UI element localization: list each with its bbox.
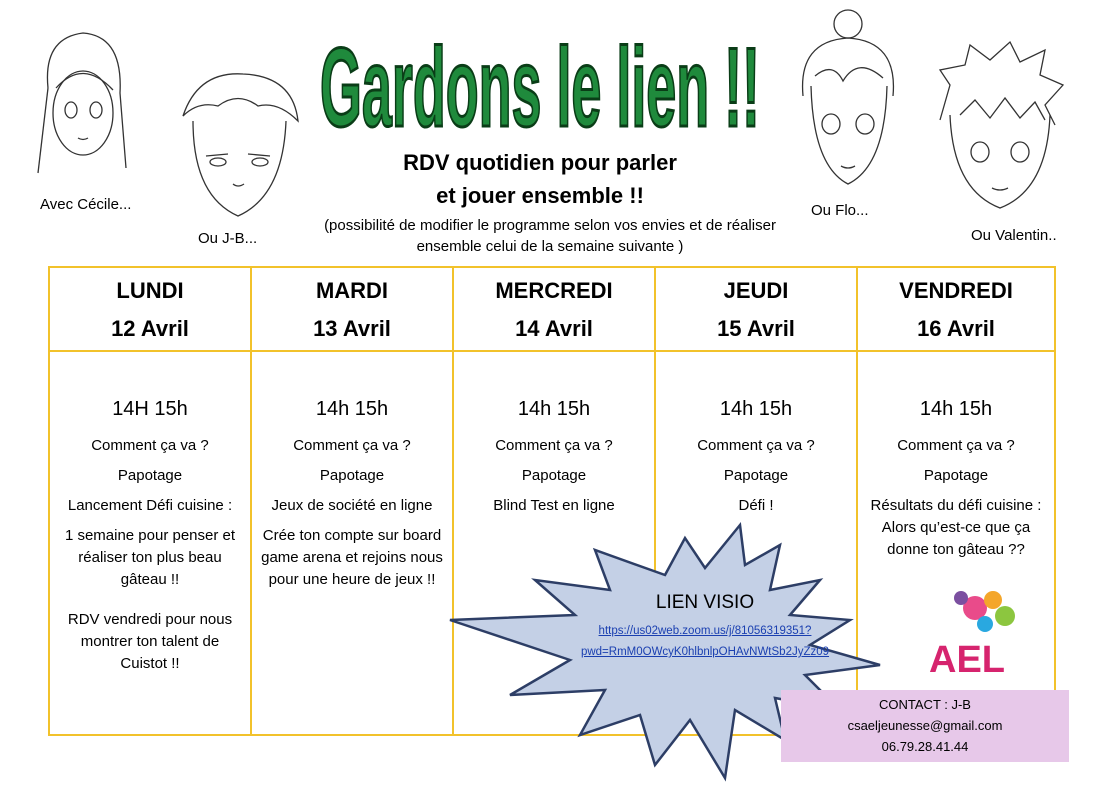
girl-bun-drawing-icon bbox=[793, 6, 903, 191]
day-name: MARDI bbox=[315, 278, 389, 303]
activity-line: Jeux de société en ligne bbox=[271, 497, 433, 514]
animator-cecile bbox=[28, 18, 132, 213]
day-name: VENDREDI bbox=[899, 278, 1013, 303]
animator-caption: Ou J-B... bbox=[198, 230, 258, 247]
day-header bbox=[454, 268, 654, 352]
title-text: Gardons le lien !! bbox=[320, 25, 760, 150]
visio-title: LIEN VISIO bbox=[655, 592, 755, 613]
animator-caption: Ou Flo... bbox=[811, 202, 869, 219]
visio-link-line1[interactable]: https://us02web.zoom.us/j/81056319351? bbox=[598, 625, 812, 637]
ael-logo-icon bbox=[925, 586, 1035, 686]
day-header bbox=[252, 268, 452, 352]
animator-flo bbox=[793, 6, 903, 219]
boy-drawing-icon bbox=[168, 66, 308, 231]
note-line1: (possibilité de modifier le programme selon vos envies et de réaliser bbox=[324, 217, 776, 234]
day-hour: 14h 15h bbox=[919, 398, 993, 420]
contact-phone[interactable]: 06.79.28.41.44 bbox=[881, 739, 969, 754]
activity-line: Comment ça va ? bbox=[897, 437, 1015, 454]
day-name: MERCREDI bbox=[495, 278, 613, 303]
day-hour: 14h 15h bbox=[315, 398, 389, 420]
day-date: 15 Avril bbox=[717, 316, 795, 341]
day-date: 13 Avril bbox=[313, 316, 391, 341]
animator-jb bbox=[168, 66, 308, 247]
visio-link-line2[interactable]: pwd=RmM0OWcyK0hlbnlpOHAvNWtSb2JyZz09 bbox=[580, 646, 830, 658]
activity-line: Lancement Défi cuisine : bbox=[67, 497, 233, 514]
girl-long-hair-drawing-icon bbox=[28, 18, 128, 188]
day-hour: 14H 15h bbox=[112, 398, 188, 420]
activity-line: 1 semaine pour penser et réaliser ton plus beau gâteau !! bbox=[64, 527, 236, 588]
day-date: 16 Avril bbox=[917, 316, 995, 341]
activity-line: Comment ça va ? bbox=[91, 437, 209, 454]
day-name: LUNDI bbox=[116, 278, 184, 303]
day-body bbox=[454, 398, 654, 517]
activity-line: Papotage bbox=[117, 467, 183, 484]
animator-valentin bbox=[935, 40, 1065, 244]
day-body bbox=[50, 398, 250, 675]
activity-line: Défi ! bbox=[738, 497, 774, 514]
day-hour: 14h 15h bbox=[719, 398, 793, 420]
day-header bbox=[50, 268, 250, 352]
contact-box bbox=[781, 690, 1069, 762]
activity-line: Résultats du défi cuisine : Alors qu’est-ce que ça donne ton gâteau ?? bbox=[870, 497, 1042, 558]
day-header bbox=[656, 268, 856, 352]
day-name: JEUDI bbox=[723, 278, 789, 303]
visio-zoom-link[interactable] bbox=[560, 621, 850, 663]
subtitle-line2: et jouer ensemble !! bbox=[436, 183, 644, 208]
day-body bbox=[656, 398, 856, 517]
activity-line: Papotage bbox=[723, 467, 789, 484]
logo-text: AEL bbox=[929, 639, 1005, 681]
activity-line: Papotage bbox=[319, 467, 385, 484]
day-hour: 14h 15h bbox=[517, 398, 591, 420]
day-column-mardi bbox=[252, 268, 454, 734]
day-date: 12 Avril bbox=[111, 316, 189, 341]
contact-email[interactable]: csaeljeunesse@gmail.com bbox=[847, 718, 1003, 733]
animator-caption: Ou Valentin.. bbox=[971, 227, 1057, 244]
activity-line: Comment ça va ? bbox=[495, 437, 613, 454]
day-body bbox=[252, 398, 452, 591]
program-note bbox=[290, 215, 810, 257]
activity-line: Blind Test en ligne bbox=[493, 497, 615, 514]
animator-caption: Avec Cécile... bbox=[40, 196, 132, 213]
activity-line: Comment ça va ? bbox=[293, 437, 411, 454]
activity-line: Comment ça va ? bbox=[697, 437, 815, 454]
day-column-lundi bbox=[50, 268, 252, 734]
ael-logo bbox=[925, 586, 1035, 686]
contact-title: CONTACT : J-B bbox=[879, 697, 971, 712]
note-line2: ensemble celui de la semaine suivante ) bbox=[416, 238, 684, 255]
activity-line: Papotage bbox=[923, 467, 989, 484]
day-header bbox=[858, 268, 1054, 352]
page-title bbox=[300, 8, 780, 158]
subtitle-line1: RDV quotidien pour parler bbox=[403, 150, 677, 175]
boy-spiky-hair-drawing-icon bbox=[935, 40, 1065, 215]
activity-line: Crée ton compte sur board game arena et rejoins nous pour une heure de jeux !! bbox=[261, 527, 443, 588]
activity-line: Papotage bbox=[521, 467, 587, 484]
activity-line: RDV vendredi pour nous montrer ton talent de Cuistot !! bbox=[67, 611, 233, 672]
day-date: 14 Avril bbox=[515, 316, 593, 341]
